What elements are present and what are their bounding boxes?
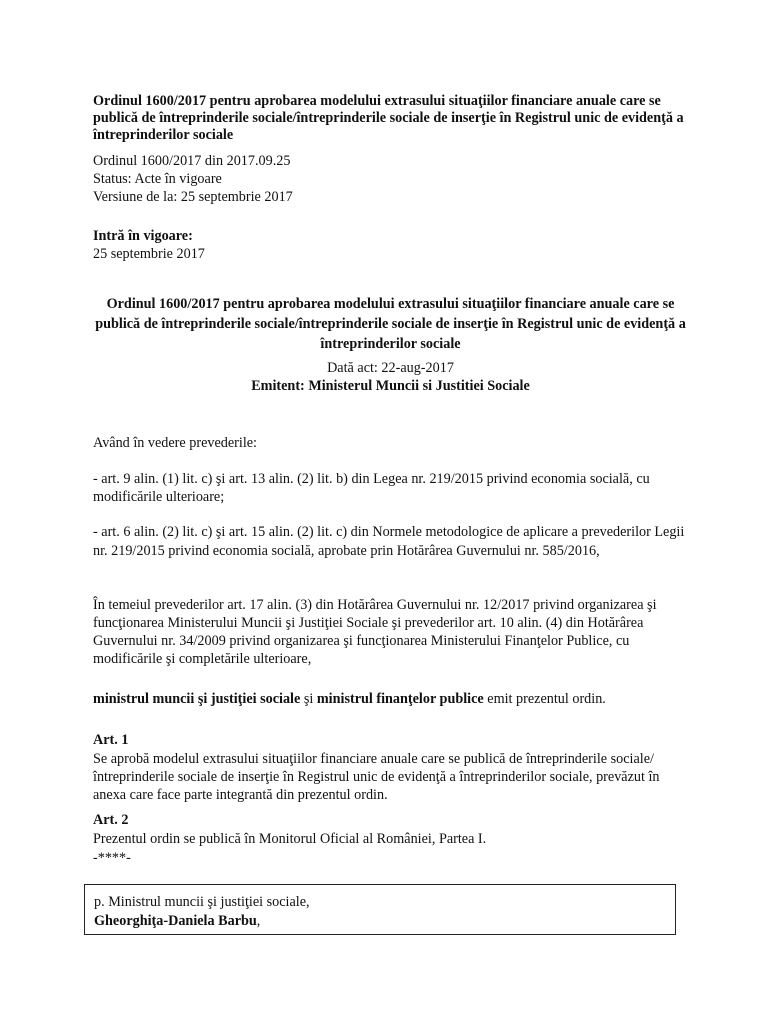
act-date: Dată act: 22-aug-2017	[327, 360, 454, 376]
minister-labour: ministrul muncii şi justiţiei sociale	[93, 691, 301, 707]
minister-finance: ministrul finanţelor publice	[316, 691, 484, 707]
in-force-label: Intră în vigoare:	[93, 228, 193, 244]
document-meta	[93, 152, 688, 206]
signature-box	[84, 884, 676, 935]
reference-1: - art. 9 alin. (1) lit. c) şi art. 13 alin. (2) lit. b) din Legea nr. 219/2015 privind economia socială, cu modificările ulterioare;	[93, 471, 650, 505]
signature-name-suffix: ,	[256, 913, 261, 929]
reference-2: - art. 6 alin. (2) lit. c) şi art. 15 alin. (2) lit. c) din Normele metodologice de aplicare a prevederilor Legii nr. 219/2015 privind economia socială, aprobate prin Hotărârea Guvernului nr. 585/2016,	[93, 524, 685, 559]
issuer: Emitent: Ministerul Muncii si Justitiei Sociale	[251, 378, 530, 394]
separator: -****-	[93, 850, 131, 866]
article-1-text: Se aprobă modelul extrasului situaţiilor financiare anuale care se publică de întreprinderile sociale/întreprinderile sociale de inserţie în Registrul unic de evidenţă a întreprinderilor sociale, prevăzut în anexa care face parte integrantă din prezentul ordin.	[93, 751, 660, 803]
intro-paragraph: Având în vedere prevederile:	[93, 435, 257, 451]
in-force-section	[93, 227, 688, 263]
article-2-heading: Art. 2	[93, 812, 129, 828]
signature-name: Gheorghiţa-Daniela Barbu	[94, 913, 257, 929]
article-2-text: Prezentul ordin se publică în Monitorul Oficial al României, Partea I.	[93, 831, 487, 847]
version-line: Versiune de la: 25 septembrie 2017	[93, 189, 293, 205]
in-force-date: 25 septembrie 2017	[93, 246, 205, 262]
legal-basis: În temeiul prevederilor art. 17 alin. (3) din Hotărârea Guvernului nr. 12/2017 privind organizarea şi funcţionarea Ministerului Muncii şi Justiţiei Sociale şi prevederilor art. 10 alin. (4) din Hotărârea Guvernului nr. 34/2009 privind organizarea şi funcţionarea Ministerului Finanţelor Publice, cu modificările şi completările ulterioare,	[93, 597, 657, 667]
document-title: Ordinul 1600/2017 pentru aprobarea modelului extrasului situaţiilor financiare anuale care se publică de întreprinderile sociale/întreprinderile sociale de inserţie în Registrul unic de evidenţă a întreprinderilor sociale	[93, 93, 684, 143]
order-number: Ordinul 1600/2017 din 2017.09.25	[93, 153, 291, 169]
dispositive-tail: emit prezentul ordin.	[483, 691, 606, 707]
status-line: Status: Acte în vigoare	[93, 171, 222, 187]
connector: şi	[300, 691, 317, 707]
signature-role: p. Ministrul muncii şi justiţiei sociale,	[94, 894, 310, 910]
centered-title: Ordinul 1600/2017 pentru aprobarea modelului extrasului situaţiilor financiare anuale care se publică de întreprinderile sociale/întreprinderile sociale de inserţie în Registrul unic de evidenţă a întreprinderilor sociale	[95, 296, 686, 352]
article-1-heading: Art. 1	[93, 732, 129, 748]
signature-line	[94, 912, 675, 931]
dispositive-paragraph	[93, 690, 688, 708]
